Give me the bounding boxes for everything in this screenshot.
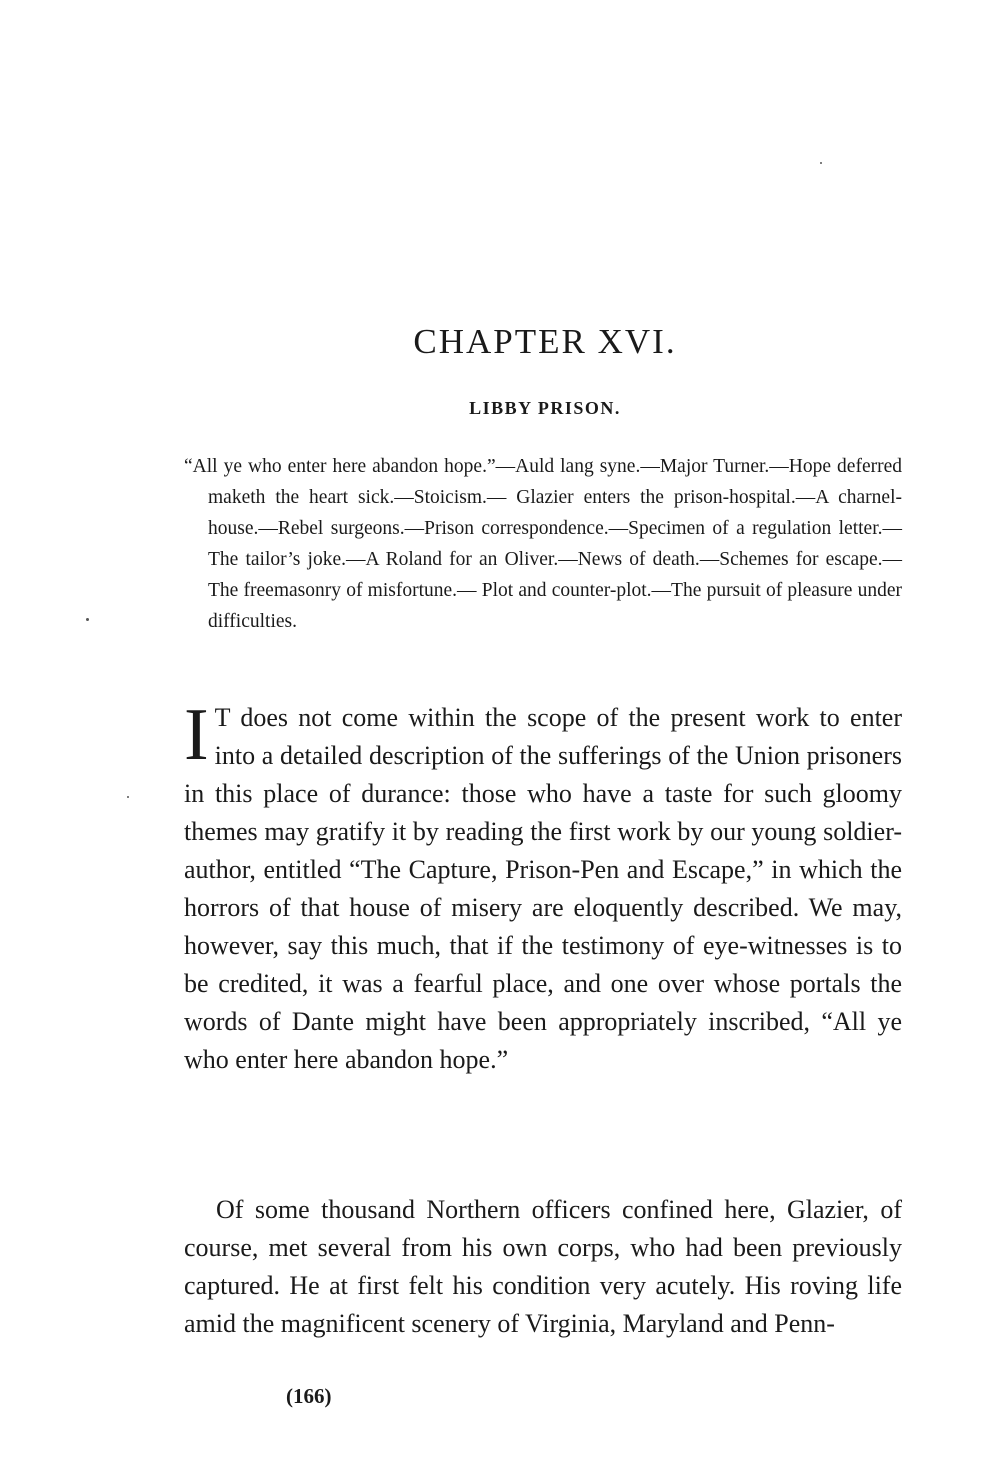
scan-speck xyxy=(86,618,89,621)
drop-cap: I xyxy=(184,694,209,776)
chapter-subtitle: LIBBY PRISON. xyxy=(469,398,621,418)
page-number: (166) xyxy=(286,1384,332,1408)
body-paragraph-1-text: T does not come within the scope of the present work to enter into a detailed description of the sufferings of the Union prisoners in this place of durance: those who have a taste for such gloomy themes may gratify it by reading the first work by our young soldier-author, entitled “The Capture, Prison-Pen and Escape,” in which the horrors of that house of misery are eloquently described. We may, however, say this much, that if the testimony of eye-witnesses is to be credited, it was a fearful place, and one over whose portals the words of Dante might have been appropriately inscribed, “All ye who enter here abandon hope.” xyxy=(184,703,902,1074)
scan-speck xyxy=(820,162,822,164)
body-paragraph-1 xyxy=(184,694,902,1079)
chapter-synopsis: “All ye who enter here abandon hope.”—Auld lang syne.—Major Turner.—Hope deferred maketh the heart sick.—Stoicism.— Glazier enters the prison-hospital.—A charnel-house.—Rebel surgeons.—Prison correspondence.—Specimen of a regulation letter.—The tailor’s joke.—A Roland for an Oliver.—News of death.—Schemes for escape.—The freemasonry of misfortune.— Plot and counter-plot.—The pursuit of pleasure under difficulties. xyxy=(184,456,902,632)
scan-speck xyxy=(127,796,129,798)
body-paragraph-2: Of some thousand Northern officers confined here, Glazier, of course, met several from his own corps, who had been previously captured. He at first felt his condition very acutely. His roving life amid the magnificent scenery of Virginia, Maryland and Penn- xyxy=(184,1195,902,1338)
chapter-title: CHAPTER XVI. xyxy=(413,322,677,361)
